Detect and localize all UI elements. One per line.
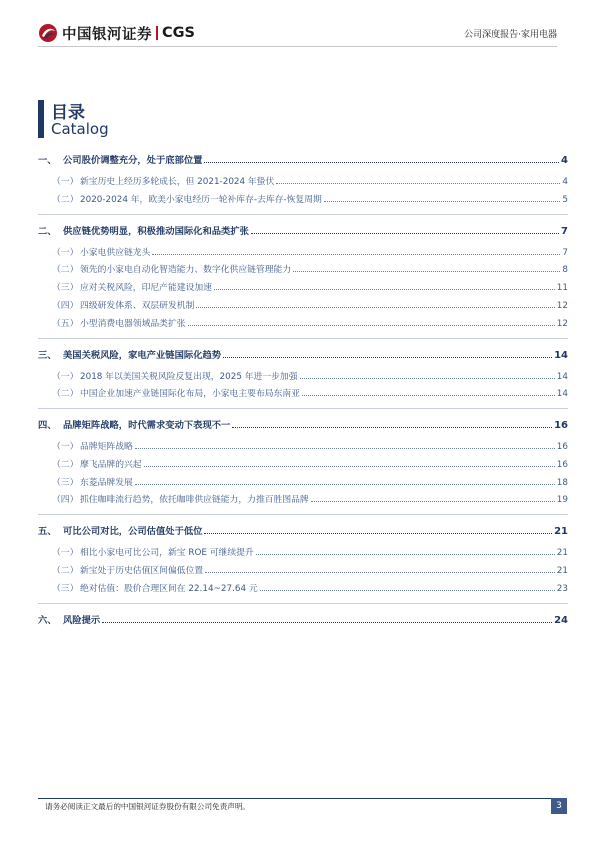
toc-leader-dots (302, 395, 555, 396)
toc-leader-dots (204, 533, 552, 534)
toc-entry-page: 21 (556, 548, 568, 559)
page-header (0, 0, 595, 50)
report-type: 公司深度报告·家用电器 (464, 30, 557, 40)
toc-entry-title: 领先的小家电自动化智造能力、数字化供应链管理能力 (80, 265, 292, 276)
toc-leader-dots (214, 289, 555, 290)
toc-entry-title: 新宝处于历史估值区间偏低位置 (80, 566, 204, 576)
toc-entry-title: 摩飞品牌的兴起 (80, 459, 142, 470)
toc-entry-number: （二） (52, 194, 79, 205)
section-divider (38, 214, 568, 215)
toc-subsection-entry[interactable] (38, 438, 568, 452)
toc-leader-dots (135, 448, 555, 449)
section-divider (38, 603, 568, 604)
toc-section-entry[interactable] (38, 347, 568, 361)
toc-subsection-entry[interactable] (38, 562, 568, 576)
page-number: 3 (551, 798, 567, 814)
toc-entry-title: 相比小家电可比公司，新宝 ROE 可继续提升 (80, 548, 254, 559)
toc-entry-title: 品牌矩阵战略，时代需求变动下表现不一 (63, 420, 231, 432)
toc-entry-number: （五） (52, 318, 79, 329)
toc-entry-title: 东菱品牌发展 (80, 477, 133, 488)
toc-leader-dots (102, 622, 552, 623)
toc-leader-dots (311, 501, 555, 502)
toc-entry-page: 11 (556, 283, 568, 294)
toc-entry-number: （一） (52, 247, 79, 258)
toc-section-entry[interactable] (38, 417, 568, 431)
toc-leader-dots (144, 466, 555, 467)
toc-leader-dots (293, 271, 560, 272)
page-subtitle: Catalog (51, 120, 109, 138)
toc-entry-page: 7 (562, 247, 568, 258)
footer-disclaimer: 请务必阅读正文最后的中国银河证券股份有限公司免责声明。 (45, 802, 251, 811)
toc-subsection-entry[interactable] (38, 279, 568, 293)
toc-entry-number: （二） (52, 566, 79, 576)
toc-subsection-entry[interactable] (38, 173, 568, 187)
toc-entry-title: 四级研发体系、双层研发机制 (80, 300, 195, 311)
toc-entry-title: 2018 年以美国关税风险反复出现，2025 年进一步加强 (80, 371, 298, 382)
section-divider (38, 338, 568, 339)
toc-entry-title: 风险提示 (63, 614, 101, 626)
toc-entry-page: 14 (556, 389, 568, 400)
toc-entry-number: 三、 (38, 349, 57, 361)
toc-leader-dots (276, 183, 560, 184)
toc-leader-dots (324, 201, 561, 202)
toc-leader-dots (188, 325, 555, 326)
toc-entry-title: 中国企业加速产业链国际化布局，小家电主要布局东南亚 (80, 389, 300, 400)
toc-subsection-entry[interactable] (38, 580, 568, 594)
toc-leader-dots (300, 378, 555, 379)
toc-entry-number: 六、 (38, 614, 57, 626)
toc-entry-page: 19 (556, 495, 568, 506)
title-accent-bar (38, 100, 44, 138)
toc-entry-title: 新宝历史上经历多轮成长，但 2021-2024 年蛰伏 (80, 177, 275, 187)
toc-entry-page: 23 (556, 583, 568, 594)
toc-subsection-entry[interactable] (38, 385, 568, 399)
toc-entry-title: 抓住咖啡流行趋势，依托咖啡供应链能力，力推百胜图品牌 (80, 495, 309, 506)
toc-entry-number: 一、 (38, 155, 57, 166)
toc-subsection-entry[interactable] (38, 297, 568, 311)
toc-entry-page: 21 (556, 566, 568, 576)
toc-entry-title: 供应链优势明显，积极推动国际化和品类扩张 (63, 225, 249, 237)
toc-subsection-entry[interactable] (38, 244, 568, 258)
toc-leader-dots (256, 554, 555, 555)
toc-leader-dots (135, 484, 555, 485)
toc-entry-number: （三） (52, 477, 79, 488)
toc-leader-dots (260, 590, 555, 591)
toc-entry-number: （二） (52, 265, 79, 276)
toc-subsection-entry[interactable] (38, 544, 568, 558)
toc-leader-dots (152, 254, 560, 255)
toc-entry-title: 2020-2024 年，欧美小家电经历一轮补库存-去库存-恢复周期 (80, 194, 322, 205)
toc-entry-title: 小型消费电器领域品类扩张 (80, 318, 186, 329)
toc-entry-page: 24 (554, 614, 568, 626)
section-divider (38, 514, 568, 515)
header-divider (38, 46, 557, 47)
toc-section-entry[interactable] (38, 152, 568, 166)
toc-subsection-entry[interactable] (38, 491, 568, 505)
toc-entry-title: 小家电供应链龙头 (80, 247, 151, 258)
toc-entry-title: 品牌矩阵战略 (80, 442, 133, 453)
toc-subsection-entry[interactable] (38, 474, 568, 488)
logo-text-en: CGS (162, 25, 195, 41)
toc-entry-page: 4 (561, 155, 568, 166)
section-divider (38, 408, 568, 409)
toc-entry-number: 四、 (38, 420, 57, 432)
toc-subsection-entry[interactable] (38, 261, 568, 275)
toc-leader-dots (204, 162, 559, 163)
toc-entry-title: 绝对估值：股价合理区间在 22.14~27.64 元 (80, 583, 258, 594)
toc-subsection-entry[interactable] (38, 368, 568, 382)
toc-entry-page: 16 (554, 420, 568, 432)
toc-entry-page: 12 (556, 300, 568, 311)
toc-entry-page: 5 (562, 194, 568, 205)
toc-entry-title: 美国关税风险，家电产业链国际化趋势 (63, 349, 222, 361)
toc-entry-page: 14 (556, 371, 568, 382)
toc-entry-number: （三） (52, 583, 79, 594)
toc-section-entry[interactable] (38, 223, 568, 237)
toc-entry-page: 18 (556, 477, 568, 488)
toc-entry-number: （二） (52, 389, 79, 400)
page-title: 目录 (51, 103, 85, 123)
toc-leader-dots (251, 233, 559, 234)
toc-section-entry[interactable] (38, 612, 568, 626)
toc-subsection-entry[interactable] (38, 191, 568, 205)
toc-entry-number: 二、 (38, 225, 57, 237)
toc-entry-page: 16 (556, 459, 568, 470)
toc-entry-number: （三） (52, 283, 79, 294)
toc-entry-page: 8 (562, 265, 568, 276)
toc-entry-page: 12 (556, 318, 568, 329)
toc-leader-dots (232, 427, 552, 428)
toc-subsection-entry[interactable] (38, 456, 568, 470)
toc-entry-number: （一） (52, 548, 79, 559)
company-logo (38, 22, 195, 44)
toc-entry-title: 应对关税风险，印尼产能建设加速 (80, 283, 212, 294)
toc-entry-page: 21 (554, 526, 568, 538)
toc-subsection-entry[interactable] (38, 315, 568, 329)
toc-entry-page: 14 (554, 349, 568, 361)
toc-leader-dots (205, 572, 555, 573)
toc-section-entry[interactable] (38, 523, 568, 537)
toc-leader-dots (196, 307, 554, 308)
toc-entry-number: （四） (52, 495, 79, 506)
toc-entry-title: 公司股价调整充分，处于底部位置 (63, 155, 203, 166)
toc-leader-dots (223, 357, 552, 358)
toc-entry-page: 7 (561, 225, 568, 237)
logo-separator (156, 26, 158, 40)
toc-entry-number: （一） (52, 371, 79, 382)
logo-text-cn: 中国银河证券 (62, 26, 152, 43)
toc-entry-page: 16 (556, 442, 568, 453)
toc-entry-title: 可比公司对比，公司估值处于低位 (63, 526, 203, 538)
toc-entry-number: （一） (52, 177, 79, 187)
toc-entry-number: （四） (52, 300, 79, 311)
toc-entry-number: （一） (52, 442, 79, 453)
cgs-logo-icon (38, 23, 58, 43)
toc-entry-number: （二） (52, 459, 79, 470)
footer-divider (38, 798, 557, 799)
toc-entry-number: 五、 (38, 526, 57, 538)
toc-entry-page: 4 (562, 177, 568, 187)
